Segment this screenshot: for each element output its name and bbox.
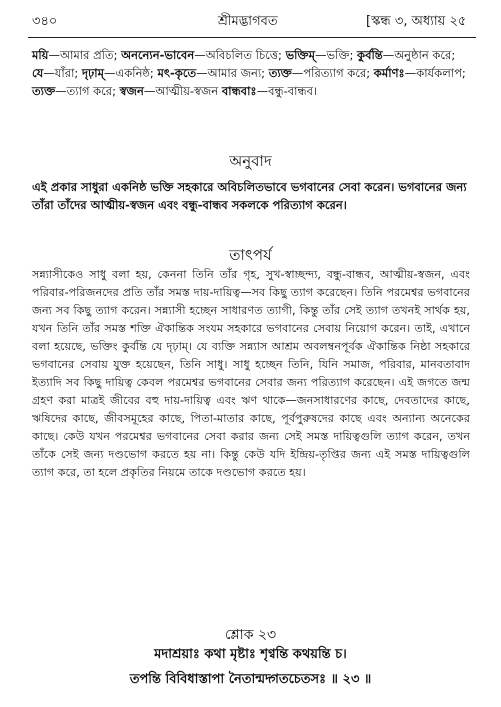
synonym-meaning: আমার জন্য; (207, 66, 269, 80)
synonym-dash: — (43, 66, 55, 80)
synonym-word: বান্ধবাঃ (221, 84, 257, 98)
synonym-meaning: অনুষ্ঠান করে; (394, 48, 456, 62)
synonym-word: মৎ-কৃতে (157, 66, 197, 80)
synonym-word: কুর্বন্তি (357, 48, 383, 62)
verse-heading: শ্লোক ২৩ (224, 627, 277, 643)
chapter-reference: [স্কন্ধ ৩, অধ্যায় ২৫ (366, 14, 467, 29)
synonym-dash: — (314, 48, 327, 62)
verse-line-2: তপন্তি বিবিধাস্তাপা নৈতান্মদ্গতচেতসঃ ॥ ২৩ ॥ (129, 672, 372, 687)
synonym-meaning: যাঁরা; (54, 66, 82, 80)
purport-text (32, 266, 470, 482)
synonym-word: দৃঢ়াম্ (81, 66, 104, 80)
translation-text: এই প্রকার সাধুরা একনিষ্ঠ ভক্তি সহকারে অবিচলিতভাবে ভগবানের সেবা করেন। ভগবানের জন্য তাঁরা তাঁদের আত্মীয়-স্বজন এবং বন্ধু-বান্ধব সকলকে পরিত্যাগ করেন। (32, 180, 467, 212)
verse-line-1: মদাশ্রয়াঃ কথা মৃষ্টাঃ শৃণ্বন্তি কথয়ন্তি চ। (154, 647, 347, 662)
synonym-meaning: আত্মীয়-স্বজন (155, 84, 222, 98)
word-for-word-synonyms (32, 46, 470, 100)
synonym-dash: — (196, 66, 208, 80)
synonym-word: কর্মাণঃ (373, 66, 405, 80)
synonym-dash: — (291, 66, 304, 80)
synonym-dash: — (103, 66, 116, 80)
page-header (0, 0, 501, 40)
synonym-meaning: বন্ধু-বান্ধব। (268, 84, 318, 98)
synonym-dash: — (55, 84, 67, 98)
translation-heading: অনুবাদ (229, 152, 272, 170)
synonym-word: ত্যক্ত (32, 84, 56, 98)
synonym-meaning: কার্যকলাপ; (416, 66, 466, 80)
synonym-dash: — (194, 48, 206, 62)
synonym-word: যে (32, 66, 44, 80)
synonym-meaning: আমার প্রতি; (59, 48, 122, 62)
synonym-meaning: একনিষ্ঠ; (115, 66, 158, 80)
synonym-word: অনন্যেন-ভাবেন (121, 48, 195, 62)
synonym-word: ময়ি (32, 48, 49, 62)
book-title: শ্রীমদ্ভাগবত (218, 14, 278, 29)
synonym-meaning: পরিত্যাগ করে; (303, 66, 374, 80)
synonym-dash: — (404, 66, 417, 80)
synonym-word: ভক্তিম্ (285, 48, 315, 62)
synonym-meaning: অবিচলিত চিত্তে; (205, 48, 286, 62)
synonym-word: স্বজন (119, 84, 144, 98)
synonym-dash: — (48, 48, 60, 62)
synonym-dash: — (256, 84, 269, 98)
page-number: ৩৪০ (32, 14, 58, 29)
purport-paragraph: সন্ন্যাসীকেও সাধু বলা হয়, কেননা তিনি তাঁর গৃহ, সুখ-স্বাচ্ছন্দ্য, বন্ধু-বান্ধব, আত্মীয়-স্বজন, এবং পরিবার-পরিজনদের প্রতি তাঁর সমস্ত দায়-দায়িত্ব—সব কিছু ত্যাগ করেছেন। তিনি পরমেশ্বর ভগবানের জন্য সব কিছু ত্যাগ করেন। সন্ন্যাসী হচ্ছেন সাধারণত ত্যাগী, কিন্তু তাঁর সেই ত্যাগ তখনই সার্থক হয়, যখন তিনি তাঁর সমস্ত শক্তি ঐকান্তিক সংযম সহকারে ভগবানের সেবায় নিয়োগ করেন। তাই, এখানে বলা হয়েছে, ভক্তিং কুর্বন্তি যে দৃঢ়াম্। যে ব্যক্তি সন্ন্যাস আশ্রম অবলম্বনপূর্বক ঐকান্তিক নিষ্ঠা সহকারে ভগবানের সেবায় যুক্ত হয়েছেন, তিনি সাধু। সাধু হচ্ছেন তিনি, যিনি সমাজ, পরিবার, মানবতাবাদ ইত্যাদি সব কিছু দায়িত্ব কেবল পরমেশ্বর ভগবানের সেবার জন্য পরিত্যাগ করেছেন। এই জগতে জন্ম গ্রহণ করা মাত্রই জীবের বহু দায়-দায়িত্ব এবং ঋণ থাকে—জনসাধারণের কাছে, দেবতাদের কাছে, ঋষিদের কাছে, জীবসমূহের কাছে, পিতা-মাতার কাছে, পূর্বপুরুষদের কাছে এবং অন্যান্য অনেকের কাছে। কেউ যখন পরমেশ্বর ভগবানের সেবা করার জন্য সেই সমস্ত দায়িত্বগুলি ত্যাগ করেন, তখন তাঁকে সেই জন্য দণ্ডভোগ করতে হয় না। কিন্তু কেউ যদি ইন্দ্রিয়-তৃপ্তির জন্য এই সমস্ত দায়িত্বগুলি ত্যাগ করে, তা হলে প্রকৃতির নিয়মে তাকে দণ্ডভোগ করতে হয়। (32, 268, 470, 479)
synonym-meaning: ত্যাগ করে; (66, 84, 120, 98)
header-rule (28, 37, 476, 38)
synonym-meaning: ভক্তি; (326, 48, 358, 62)
synonym-dash: — (382, 48, 395, 62)
synonym-dash: — (143, 84, 156, 98)
purport-heading: তাৎপর্য (229, 246, 272, 264)
synonym-word: ত্যক্ত (268, 66, 292, 80)
